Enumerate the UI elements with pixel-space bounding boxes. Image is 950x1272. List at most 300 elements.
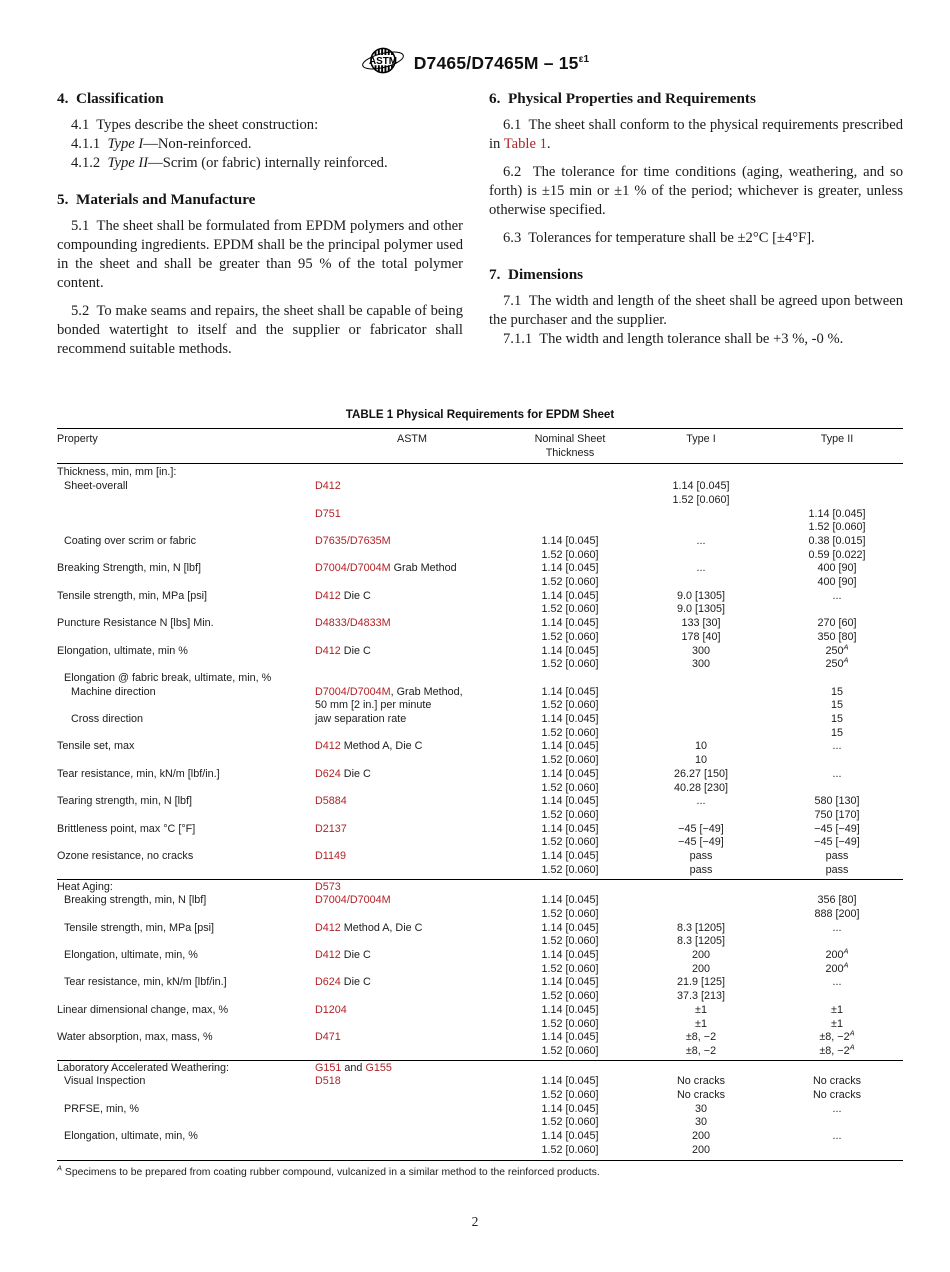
cell-nominal: 1.14 [0.045] [541,589,599,602]
cell-nominal [509,1062,631,1076]
table-row [57,521,903,535]
cell-astm [315,508,509,522]
cell-type2: 270 [60] [817,617,857,630]
cell-property [57,1144,315,1158]
cell-nominal: 1.52 [0.060] [541,907,599,920]
cell-astm [315,881,509,895]
cell-property: Machine direction [71,685,156,698]
cell-type2: 15 [830,726,843,739]
cell-type2: 15 [830,699,843,712]
cell-property [57,1018,315,1032]
cell-nominal [509,521,631,535]
table-row [57,1116,903,1130]
cell-astm [315,782,509,796]
table-row [57,1060,903,1076]
cell-type1 [631,1062,771,1076]
cell-nominal: 1.14 [0.045] [541,1075,599,1088]
table-row [57,508,903,522]
cell-type2: ... [832,589,842,602]
cell-nominal [509,480,631,494]
table1 [57,428,903,1161]
table-row [57,976,903,990]
cell-property [57,549,315,563]
table-title: TABLE 1 Physical Requirements for EPDM Sheet [345,408,615,421]
cell-property: Elongation @ fabric break, ultimate, min, % [64,671,272,684]
cell-property [57,908,315,922]
cell-property [57,631,315,645]
cell-property: Brittleness point, max °C [°F] [57,822,196,835]
cell-nominal: 1.52 [0.060] [541,754,599,767]
table-row [57,655,903,672]
cell-property [57,754,315,768]
cell-nominal [509,466,631,480]
cell-astm [315,727,509,741]
cell-type2 [771,754,903,768]
left-column [57,90,463,377]
cell-type2: ... [832,1102,842,1115]
svg-text:ASTM: ASTM [368,55,397,67]
cell-type2: ... [832,740,842,753]
astm-standard-link[interactable]: D7004/D7004M [315,894,391,907]
cell-nominal: 1.52 [0.060] [541,658,599,671]
cell-type1 [631,672,771,686]
cell-property: Linear dimensional change, max, % [57,1003,229,1016]
cell-astm [315,935,509,949]
cell-nominal: 1.14 [0.045] [541,949,599,962]
cell-type2: ... [832,921,842,934]
page-number: 2 [471,1214,479,1229]
table-row [57,1130,903,1144]
cell-astm [315,549,509,563]
cell-type1 [631,713,771,727]
cell-nominal: 1.52 [0.060] [541,603,599,616]
cell-property: Visual Inspection [64,1075,146,1088]
cell-type2 [771,466,903,480]
cell-nominal: 1.52 [0.060] [541,1017,599,1030]
astm-standard-link[interactable]: D412 [315,589,341,602]
table-row [57,850,903,864]
table-row [57,922,903,936]
cell-property: Tear resistance, min, kN/m [lbf/in.] [64,976,227,989]
cell-type1 [631,549,771,563]
cell-nominal: 1.14 [0.045] [541,713,599,726]
cell-nominal: 1.14 [0.045] [541,740,599,753]
cell-nominal: 1.14 [0.045] [541,1031,599,1044]
doc-designation-superscript: ε1 [578,53,590,65]
cell-astm [315,658,509,672]
cell-astm: D412 Die C [315,644,371,657]
cell-type1: 40.28 [230] [673,781,729,794]
cell-astm: D412 Die C [315,949,371,962]
cell-type1: 9.0 [1305] [676,603,726,616]
cell-type2: 400 [90] [817,562,857,575]
cell-astm [315,466,509,480]
table-row [57,768,903,782]
table-row [57,782,903,796]
cell-type2 [771,1144,903,1158]
paragraph: 7.1 The width and length of the sheet shall be agreed upon between the purchaser and the supplier. [489,293,903,328]
cell-type1 [631,727,771,741]
cell-nominal: 1.52 [0.060] [541,1089,599,1102]
table-row [57,617,903,631]
cell-astm [315,1031,509,1045]
cell-type1: 10 [694,754,707,767]
paragraph: 6.1 The sheet shall conform to the physical requirements prescribed in Table 1. [489,117,903,152]
cell-property: Breaking strength, min, N [lbf] [64,894,207,907]
cell-type2: pass [825,850,849,863]
cell-property [57,521,315,535]
cell-property: Water absorption, max, mass, % [57,1031,213,1044]
cell-property: Elongation, ultimate, min, % [64,949,198,962]
cell-astm: D412 Method A, Die C [315,921,423,934]
cell-property: Cross direction [71,713,144,726]
cell-type2: $250^A$ [825,655,849,671]
col-header-type1: Type I [686,433,716,445]
cell-type1: ±1 [695,1003,707,1016]
cell-type2: 0.59 [0.022] [808,548,866,561]
cell-type2: ±8, $-2^A$ [819,1042,855,1057]
cell-type1: 200 [691,1143,710,1156]
table-row [57,1089,903,1103]
cell-astm: 50 mm [2 in.] per minute [315,699,432,712]
cell-type1 [631,508,771,522]
cell-astm: D624 Die C [315,767,371,780]
cell-property [57,699,315,713]
cell-property [57,809,315,823]
astm-standard-link[interactable]: D1149 [315,850,347,863]
cell-type2: 1.14 [0.045] [808,507,866,520]
cell-type1 [631,908,771,922]
section-heading: 4. Classification [57,90,164,107]
table-row [57,699,903,713]
cell-property [57,727,315,741]
paragraph: 4.1.2 Type II—Scrim (or fabric) internally reinforced. [71,155,388,171]
cell-type2: ... [832,1130,842,1143]
cell-type2: $200^A$ [825,960,849,975]
cell-property: Tensile strength, min, MPa [psi] [57,589,208,602]
paragraph: 7.1.1 The width and length tolerance shall be +3 %, -0 %. [503,331,844,347]
section [57,191,463,359]
cell-type2: pass [825,863,849,876]
paragraph: 6.3 Tolerances for temperature shall be ±2°C [±4°F]. [503,230,815,246]
cell-property [57,494,315,508]
cell-type2: −45 [−49] [814,822,860,835]
cell-type2: 350 [80] [817,630,857,643]
cell-nominal: 1.52 [0.060] [541,1044,599,1057]
cell-astm: D412 Method A, Die C [315,740,423,753]
table-row [57,990,903,1004]
cell-nominal: 1.52 [0.060] [541,699,599,712]
cell-type1: 1.14 [0.045] [672,480,730,493]
cell-type1: pass [689,863,713,876]
table-row [57,535,903,549]
astm-standard-link[interactable]: D624 [315,767,341,780]
cell-nominal: 1.14 [0.045] [541,534,599,547]
table-row [57,1103,903,1117]
astm-standard-link[interactable]: D1204 [315,1003,347,1016]
cell-nominal: 1.14 [0.045] [541,795,599,808]
cell-nominal: 1.52 [0.060] [541,808,599,821]
cell-nominal: 1.14 [0.045] [541,1130,599,1143]
table-row [57,727,903,741]
table-row [57,494,903,508]
cell-type1: 9.0 [1305] [676,589,726,602]
cell-property: Sheet-overall [64,480,128,493]
cell-type1: No cracks [677,1075,725,1088]
cell-astm [315,850,509,864]
section [489,266,903,349]
cell-type2: ±1 [831,1017,843,1030]
cell-astm [315,908,509,922]
cell-property: Ozone resistance, no cracks [57,850,194,863]
cell-property [57,836,315,850]
cell-type2: 580 [130] [814,795,860,808]
cell-type2 [771,935,903,949]
cell-nominal: 1.14 [0.045] [541,562,599,575]
table-row [57,960,903,977]
cell-astm: G151 and G155 [315,1061,392,1074]
cell-type1: ... [696,534,706,547]
cell-property [57,603,315,617]
table-body [57,464,903,1159]
cell-type1: 200 [691,949,710,962]
cell-type1: 200 [691,1130,710,1143]
table-row [57,740,903,754]
right-column [489,90,903,367]
astm-standard-link[interactable]: D573 [315,880,341,893]
table-row [57,935,903,949]
table-row [57,946,903,963]
cell-astm [315,754,509,768]
cell-type1 [631,686,771,700]
cell-type2 [771,1116,903,1130]
cell-astm [315,603,509,617]
table-header-row [57,429,903,464]
cell-type2: $200^A$ [825,946,849,962]
cell-type1: −45 [−49] [678,836,724,849]
col-header-property: Property [57,433,98,445]
cell-astm [315,576,509,590]
cell-nominal: 1.14 [0.045] [541,976,599,989]
cell-property [57,990,315,1004]
cell-type1 [631,894,771,908]
cell-property [57,963,315,977]
cell-type2: ±1 [831,1003,843,1016]
paragraph: 5.2 To make seams and repairs, the sheet shall be capable of being bonded watertight to itself and the supplier or fabricator shall recommend suitable methods. [57,303,463,357]
cell-type1 [631,466,771,480]
table-row [57,795,903,809]
astm-standard-link[interactable]: G155 [365,1061,392,1074]
cell-nominal: 1.52 [0.060] [541,990,599,1003]
cell-type2: 15 [830,713,843,726]
cell-nominal: 1.14 [0.045] [541,644,599,657]
cell-astm [315,521,509,535]
cell-property: Coating over scrim or fabric [64,534,197,547]
cell-type1 [631,521,771,535]
astm-standard-link[interactable]: D412 [315,949,341,962]
astm-standard-link[interactable]: D2137 [315,822,347,835]
table-row [57,1042,903,1059]
table-row [57,631,903,645]
cell-type1: 26.27 [150] [673,767,729,780]
astm-standard-link[interactable]: D412 [315,740,341,753]
col-header-type2: Type II [820,433,854,445]
cell-type2 [771,603,903,617]
cell-nominal: 1.14 [0.045] [541,1102,599,1115]
cell-nominal [509,494,631,508]
cell-type1: ±1 [695,1017,707,1030]
cell-astm [315,1103,509,1117]
table-row [57,590,903,604]
cell-nominal: 1.14 [0.045] [541,685,599,698]
astm-standard-link[interactable]: D412 [315,480,341,493]
table-row [57,1028,903,1045]
cell-astm [315,617,509,631]
cell-nominal: 1.52 [0.060] [541,836,599,849]
table-row [57,686,903,700]
table-row [57,1075,903,1089]
cell-type2: No cracks [813,1075,861,1088]
cell-astm: D7004/D7004M, Grab Method, [315,685,463,698]
cell-type2 [771,881,903,895]
cell-property: Puncture Resistance N [lbs] Min. [57,617,214,630]
cell-property: Tear resistance, min, kN/m [lbf/in.] [57,767,220,780]
footnote-marker: A [57,1163,63,1173]
cell-nominal: 1.52 [0.060] [541,1143,599,1156]
cell-nominal [509,672,631,686]
astm-standard-link[interactable]: D7635/D7635M [315,534,391,547]
table-row [57,809,903,823]
cell-nominal: 1.52 [0.060] [541,863,599,876]
cell-nominal: 1.52 [0.060] [541,781,599,794]
cell-type1: No cracks [677,1089,725,1102]
cell-astm [315,1004,509,1018]
cell-nominal [509,881,631,895]
cell-property: Laboratory Accelerated Weathering: [57,1061,230,1074]
cell-astm [315,480,509,494]
cell-nominal: 1.14 [0.045] [541,850,599,863]
cell-type2 [771,494,903,508]
cell-nominal: 1.14 [0.045] [541,767,599,780]
cell-property: Heat Aging: [57,880,113,893]
cell-property: Breaking Strength, min, N [lbf] [57,562,202,575]
astm-standard-link[interactable]: D4833/D4833M [315,617,391,630]
cell-astm [315,631,509,645]
cell-property: Tensile set, max [57,740,135,753]
cell-type1: 200 [691,962,710,975]
doc-designation-text: D7465/D7465M – 15 [413,52,579,73]
cell-astm [315,1130,509,1144]
cell-nominal: 1.52 [0.060] [541,935,599,948]
cell-type2: ... [832,976,842,989]
cell-type1: 1.52 [0.060] [672,493,730,506]
astm-standard-link[interactable]: D471 [315,1031,341,1044]
cell-property: PRFSE, min, % [64,1102,139,1115]
cell-nominal: 1.14 [0.045] [541,894,599,907]
cell-type2: 356 [80] [817,894,857,907]
cell-nominal: 1.14 [0.045] [541,1003,599,1016]
cell-property [57,1045,315,1059]
cell-type2: −45 [−49] [814,836,860,849]
table-row [57,641,903,659]
cell-astm: jaw separation rate [315,713,407,726]
cell-astm: D624 Die C [315,976,371,989]
cell-type1: ±8, −2 [685,1031,717,1044]
cell-nominal: 1.52 [0.060] [541,630,599,643]
cell-type1: pass [689,850,713,863]
table-row [57,908,903,922]
col-header-nominal: Nominal Sheet Thickness [534,433,606,459]
cell-type2 [771,1062,903,1076]
cell-property [57,864,315,878]
paragraph: 6.2 The tolerance for time conditions (aging, weathering, and so forth) is ±15 min or ±1 % of the period; whichever is greater, unless otherwise specified. [489,164,903,218]
table-row [57,823,903,837]
cell-type2: 400 [90] [817,576,857,589]
section-heading: 7. Dimensions [489,266,584,283]
cell-type1: 10 [694,740,707,753]
cell-astm [315,1045,509,1059]
paragraph: 4.1 Types describe the sheet construction: [71,117,319,133]
cell-type1: 178 [40] [681,630,721,643]
table-1-link[interactable]: Table 1 [503,136,547,152]
cell-nominal: 1.52 [0.060] [541,1116,599,1129]
cell-property: Tensile strength, min, MPa [psi] [64,921,215,934]
paragraph: 4.1.1 Type I—Non-reinforced. [71,136,252,152]
cell-type2: ... [832,767,842,780]
cell-type1: 8.3 [1205] [676,921,726,934]
astm-standard-link[interactable]: D7004/D7004M [315,562,391,575]
page-header [0,42,950,84]
cell-type2: ±8, $-2^A$ [819,1028,855,1044]
cell-type2: 750 [170] [814,808,860,821]
table-row [57,836,903,850]
cell-astm [315,1116,509,1130]
section [57,90,463,173]
cell-astm [315,535,509,549]
cell-nominal: 1.52 [0.060] [541,962,599,975]
cell-property: Thickness, min, mm [in.]: [57,466,177,479]
cell-astm [315,1144,509,1158]
cell-property [57,1089,315,1103]
paragraph: 5.1 The sheet shall be formulated from EPDM polymers and other compounding ingredients. EPDM shall be the principal polymer used in the sheet and shall be greater than 95 % of the total polymer content. [57,218,463,291]
table1-section [57,408,903,1179]
cell-type1 [631,576,771,590]
astm-standard-link[interactable]: D518 [315,1075,341,1088]
astm-standard-link[interactable]: D624 [315,976,341,989]
table-row [57,1018,903,1032]
cell-property: Elongation, ultimate, min, % [64,1130,198,1143]
table-row [57,549,903,563]
table-row [57,1004,903,1018]
astm-standard-link[interactable]: D412 [315,921,341,934]
cell-astm [315,795,509,809]
cell-type1: ±8, −2 [685,1044,717,1057]
cell-type1: ... [696,795,706,808]
cell-type2 [771,782,903,796]
astm-standard-link[interactable]: D412 [315,644,341,657]
cell-type1: 30 [694,1116,707,1129]
astm-standard-link[interactable]: D751 [315,507,341,520]
table-row [57,894,903,908]
astm-standard-link[interactable]: D7004/D7004M [315,685,391,698]
cell-astm: D412 Die C [315,589,371,602]
cell-type2: 888 [200] [814,907,860,920]
cell-type1 [631,809,771,823]
astm-standard-link[interactable]: G151 [315,1061,342,1074]
astm-standard-link[interactable]: D5884 [315,795,347,808]
cell-nominal: 1.52 [0.060] [541,576,599,589]
cell-type2: 1.52 [0.060] [808,521,866,534]
